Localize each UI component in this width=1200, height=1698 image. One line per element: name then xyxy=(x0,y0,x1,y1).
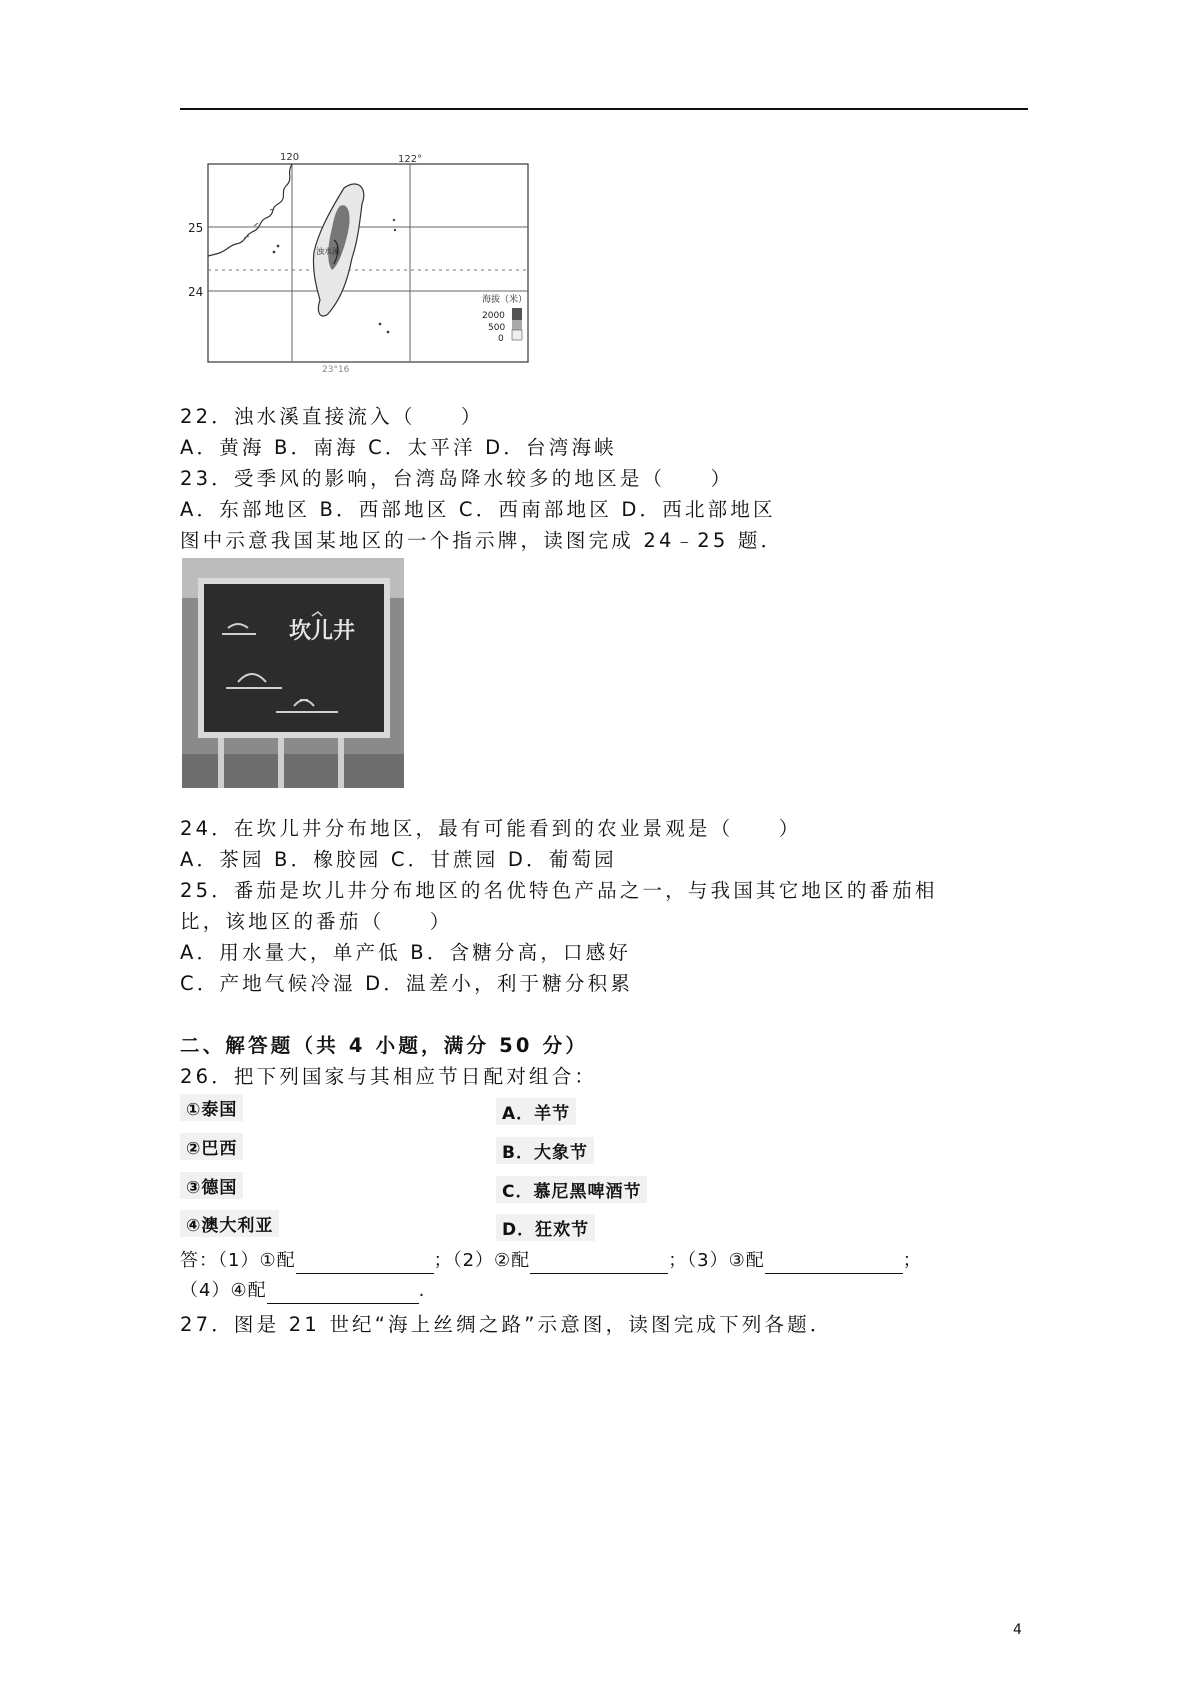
answer-label-4: （4）④配 xyxy=(180,1280,267,1301)
question-25-options-line2: C．产地气候冷湿 D．温差小，利于糖分积累 xyxy=(180,972,634,995)
answer-label-2: ；（2）②配 xyxy=(433,1250,531,1271)
question-25-stem-line1: 25．番茄是坎儿井分布地区的名优特色产品之一，与我国其它地区的番茄相 xyxy=(180,879,938,902)
country-item: ②巴西 xyxy=(180,1133,243,1160)
country-item: ④澳大利亚 xyxy=(180,1210,279,1237)
question-24-options: A．茶园 B．橡胶园 C．甘蔗园 D．葡萄园 xyxy=(180,848,617,871)
map-bottom-label: 23°16 xyxy=(322,365,350,374)
karez-sign-photo xyxy=(182,558,404,788)
legend-title: 海拔（米） xyxy=(482,295,528,305)
sign-board xyxy=(204,584,384,732)
legend-value: 2000 xyxy=(482,311,505,321)
section-2-heading: 二、解答题（共 4 小题，满分 50 分） xyxy=(180,1034,589,1057)
legend-swatch-mid xyxy=(512,320,522,330)
question-23-options: A．东部地区 B．西部地区 C．西南部地区 D．西北部地区 xyxy=(180,498,776,521)
legend-value: 500 xyxy=(488,323,506,333)
question-25-options-line1: A．用水量大，单产低 B．含糖分高，口感好 xyxy=(180,941,632,964)
intro-24-25: 图中示意我国某地区的一个指示牌，读图完成 24﹣25 题． xyxy=(180,529,784,552)
festival-item: C．慕尼黑啤酒节 xyxy=(496,1176,647,1203)
answer-label-3: ；（3）③配 xyxy=(668,1250,765,1271)
question-25-stem-line2: 比，该地区的番茄（ ） xyxy=(180,910,453,933)
festival-item: A．羊节 xyxy=(496,1098,576,1125)
festival-item: D．狂欢节 xyxy=(496,1214,595,1241)
latitude-label: 24 xyxy=(188,285,204,299)
question-23-stem: 23．受季风的影响，台湾岛降水较多的地区是（ ） xyxy=(180,467,734,490)
longitude-label: 122° xyxy=(398,154,423,165)
question-26-stem: 26．把下列国家与其相应节日配对组合： xyxy=(180,1065,598,1088)
legend-value: 0 xyxy=(498,334,504,344)
question-27-stem: 27．图是 21 世纪“海上丝绸之路”示意图，读图完成下列各题． xyxy=(180,1313,833,1336)
header-rule xyxy=(180,108,1028,110)
festival-item: B．大象节 xyxy=(496,1137,594,1164)
answer-end: ； xyxy=(902,1250,922,1271)
sign-text: 坎儿井 xyxy=(288,619,356,644)
question-24-stem: 24．在坎儿井分布地区，最有可能看到的农业景观是（ ） xyxy=(180,817,802,840)
answer-blank-2[interactable] xyxy=(530,1255,668,1274)
country-item: ①泰国 xyxy=(180,1094,243,1121)
question-22-options: A．黄海 B．南海 C．太平洋 D．台湾海峡 xyxy=(180,436,617,459)
river-label: 浊水溪 xyxy=(316,247,340,256)
longitude-label: 120 xyxy=(280,152,300,163)
answer-blank-4[interactable] xyxy=(267,1285,419,1304)
answer-period: . xyxy=(418,1280,426,1301)
answer-line-1 xyxy=(180,1248,922,1274)
answer-line-2 xyxy=(180,1278,425,1304)
page-number: 4 xyxy=(1013,1622,1022,1638)
question-22-stem: 22．浊水溪直接流入（ ） xyxy=(180,405,484,428)
answer-blank-3[interactable] xyxy=(765,1255,903,1274)
answer-prefix: 答：（1）①配 xyxy=(180,1250,296,1271)
answer-blank-1[interactable] xyxy=(296,1255,434,1274)
legend-swatch-low xyxy=(512,330,522,340)
legend-swatch-high xyxy=(512,308,522,320)
taiwan-map-figure xyxy=(182,148,546,374)
latitude-label: 25 xyxy=(188,221,204,235)
country-item: ③德国 xyxy=(180,1172,243,1199)
